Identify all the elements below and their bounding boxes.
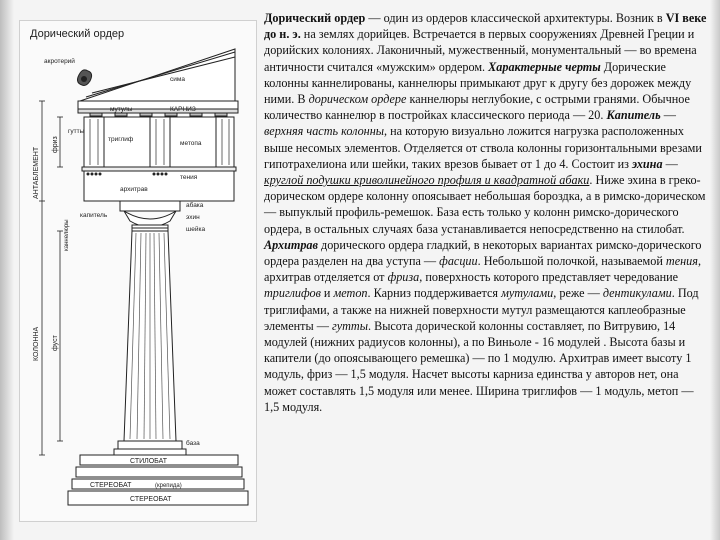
label-antablement: АНТАБЛЕМЕНТ [33, 146, 40, 199]
text-term: триглифов [264, 286, 321, 301]
heading-doric-order: Дорический ордер [264, 11, 366, 25]
doric-order-diagram [19, 20, 257, 522]
text-term: тения [665, 254, 698, 269]
text-segment: . Высота дорической колонны составляет, по Витрувию, 14 модулей (нижних радиусов колонны), а по Виньоле - 16 модулей . Высота базы и капители (до опоясывающего ремешка) — по 1 модулю. Архитрав имеет высоту 1 модуль, фриз — 1,5 модуля. Насчет высоты карниза единства у авторов нет, она может составлять 1,5 модуля или менее. Ширина триглифов — 1 модуль, метоп — 1,5 модуля. [264, 318, 694, 414]
label-kanneljury: каннелюры [64, 219, 70, 251]
text-term: фриза [387, 270, 420, 285]
text-segment: Дорические колонны каннелированы, каннелюры примыкают друг к другу без дорожек между ними. В [264, 59, 692, 107]
label-kapitel: капитель [80, 212, 108, 219]
text-term: фасции [439, 254, 478, 269]
text-century: VI веке до н. э. [264, 11, 707, 42]
text-segment: , на которую визуально ложится нагрузка расположенных выше несомых элементов. Отделяется от ствола колонны горизонтальными врезами гипотрахелиона или шейки, таких врезов бывает от 1 до 4. Состоит из [264, 124, 702, 171]
text-characteristics-label: Характерные черты [488, 59, 601, 74]
text-term: круглой подушки криволинейного профиля и квадратной абаки [264, 173, 590, 188]
label-abaka: абака [186, 202, 204, 209]
text-segment: — [660, 108, 676, 123]
text-term: дентикулами [602, 286, 672, 301]
label-triglif: триглиф [108, 136, 134, 143]
label-akroteriy: акротерий [44, 58, 75, 65]
label-shejka: шейка [186, 226, 206, 233]
label-stereobat-bottom: СТЕРЕОБАТ [130, 496, 172, 503]
description-text [264, 10, 708, 530]
text-segment: . Ниже эхина в греко-дорическом ордере колонну опоясывает небольшая бороздка, а в римско-дорическом — выпуклый профиль-ремешок. База есть только у колонн римско-дорического ордера, в остальных случаях база устанавливается непосредственно на стилобат. [264, 173, 706, 236]
label-sima: сима [170, 76, 185, 83]
text-segment: . Под триглифами, а также на нижней поверхности мутул размещаются каплеобразные элементы — [264, 286, 699, 333]
label-mutuly: мутулы [110, 106, 133, 113]
text-term: верхняя часть колонны [264, 124, 385, 139]
description-paragraph [264, 10, 708, 415]
label-gutty: гутты [68, 128, 85, 135]
slide-shadow-left [0, 0, 14, 540]
text-segment: — [662, 156, 678, 171]
text-segment: , реже — [553, 286, 603, 301]
text-segment: и [320, 286, 334, 301]
label-baza: база [186, 440, 200, 447]
text-term: дорическом ордере [308, 92, 407, 107]
intro-dash: — один из ордеров классической [365, 11, 541, 25]
text-term: мутулами [501, 286, 554, 301]
label-ekhin: эхин [186, 214, 200, 221]
label-stereobat: СТЕРЕОБАТ [90, 482, 132, 489]
label-stilobat: СТИЛОБАТ [130, 458, 168, 465]
text-segment: архитектуры. Возник в [543, 11, 666, 25]
text-segment: каннелюры неглубокие, с острыми гранями. Обычное количество каннелюр в постройках классического периода — 20. [264, 92, 690, 123]
text-segment: , архитрав отделяется от [264, 254, 701, 285]
text-segment: . Карниз поддерживается [367, 286, 502, 301]
label-fust: фуст [52, 335, 59, 351]
text-segment: . Небольшой полочкой, называемой [477, 254, 666, 269]
text-segment: , поверхность которого представляет чередование [419, 270, 679, 285]
acroterion-ornament [78, 70, 92, 86]
text-term-echinus: эхина [632, 156, 663, 171]
label-kolonna: КОЛОННА [33, 326, 40, 361]
text-term: метоп [333, 286, 368, 301]
label-tenia: тения [180, 174, 198, 181]
label-karniz: КАРНИЗ [170, 106, 196, 113]
label-metopa: метопа [180, 140, 202, 147]
text-segment: дорического ордера гладкий, в некоторых вариантах римско-дорического ордера разделен на два уступа — [264, 237, 702, 269]
label-frieze: фриз [52, 136, 59, 153]
text-term-capital: Капитель [606, 108, 661, 123]
label-arkhitrav: архитрав [120, 186, 148, 193]
label-stereobat-note: (крепида) [155, 483, 182, 489]
text-term: гутты [331, 318, 368, 333]
diagram-title: Дорический ордер [30, 28, 125, 40]
text-term-architrave: Архитрав [264, 237, 318, 252]
slide-shadow-right [710, 0, 720, 540]
text-segment: на землях дорийцев. Встречается в первых сооружениях Древней Греции и дорийских колониях. Лаконичный, мужественный, монументальный — во времена античности считался «мужским» ордером. [264, 27, 697, 74]
